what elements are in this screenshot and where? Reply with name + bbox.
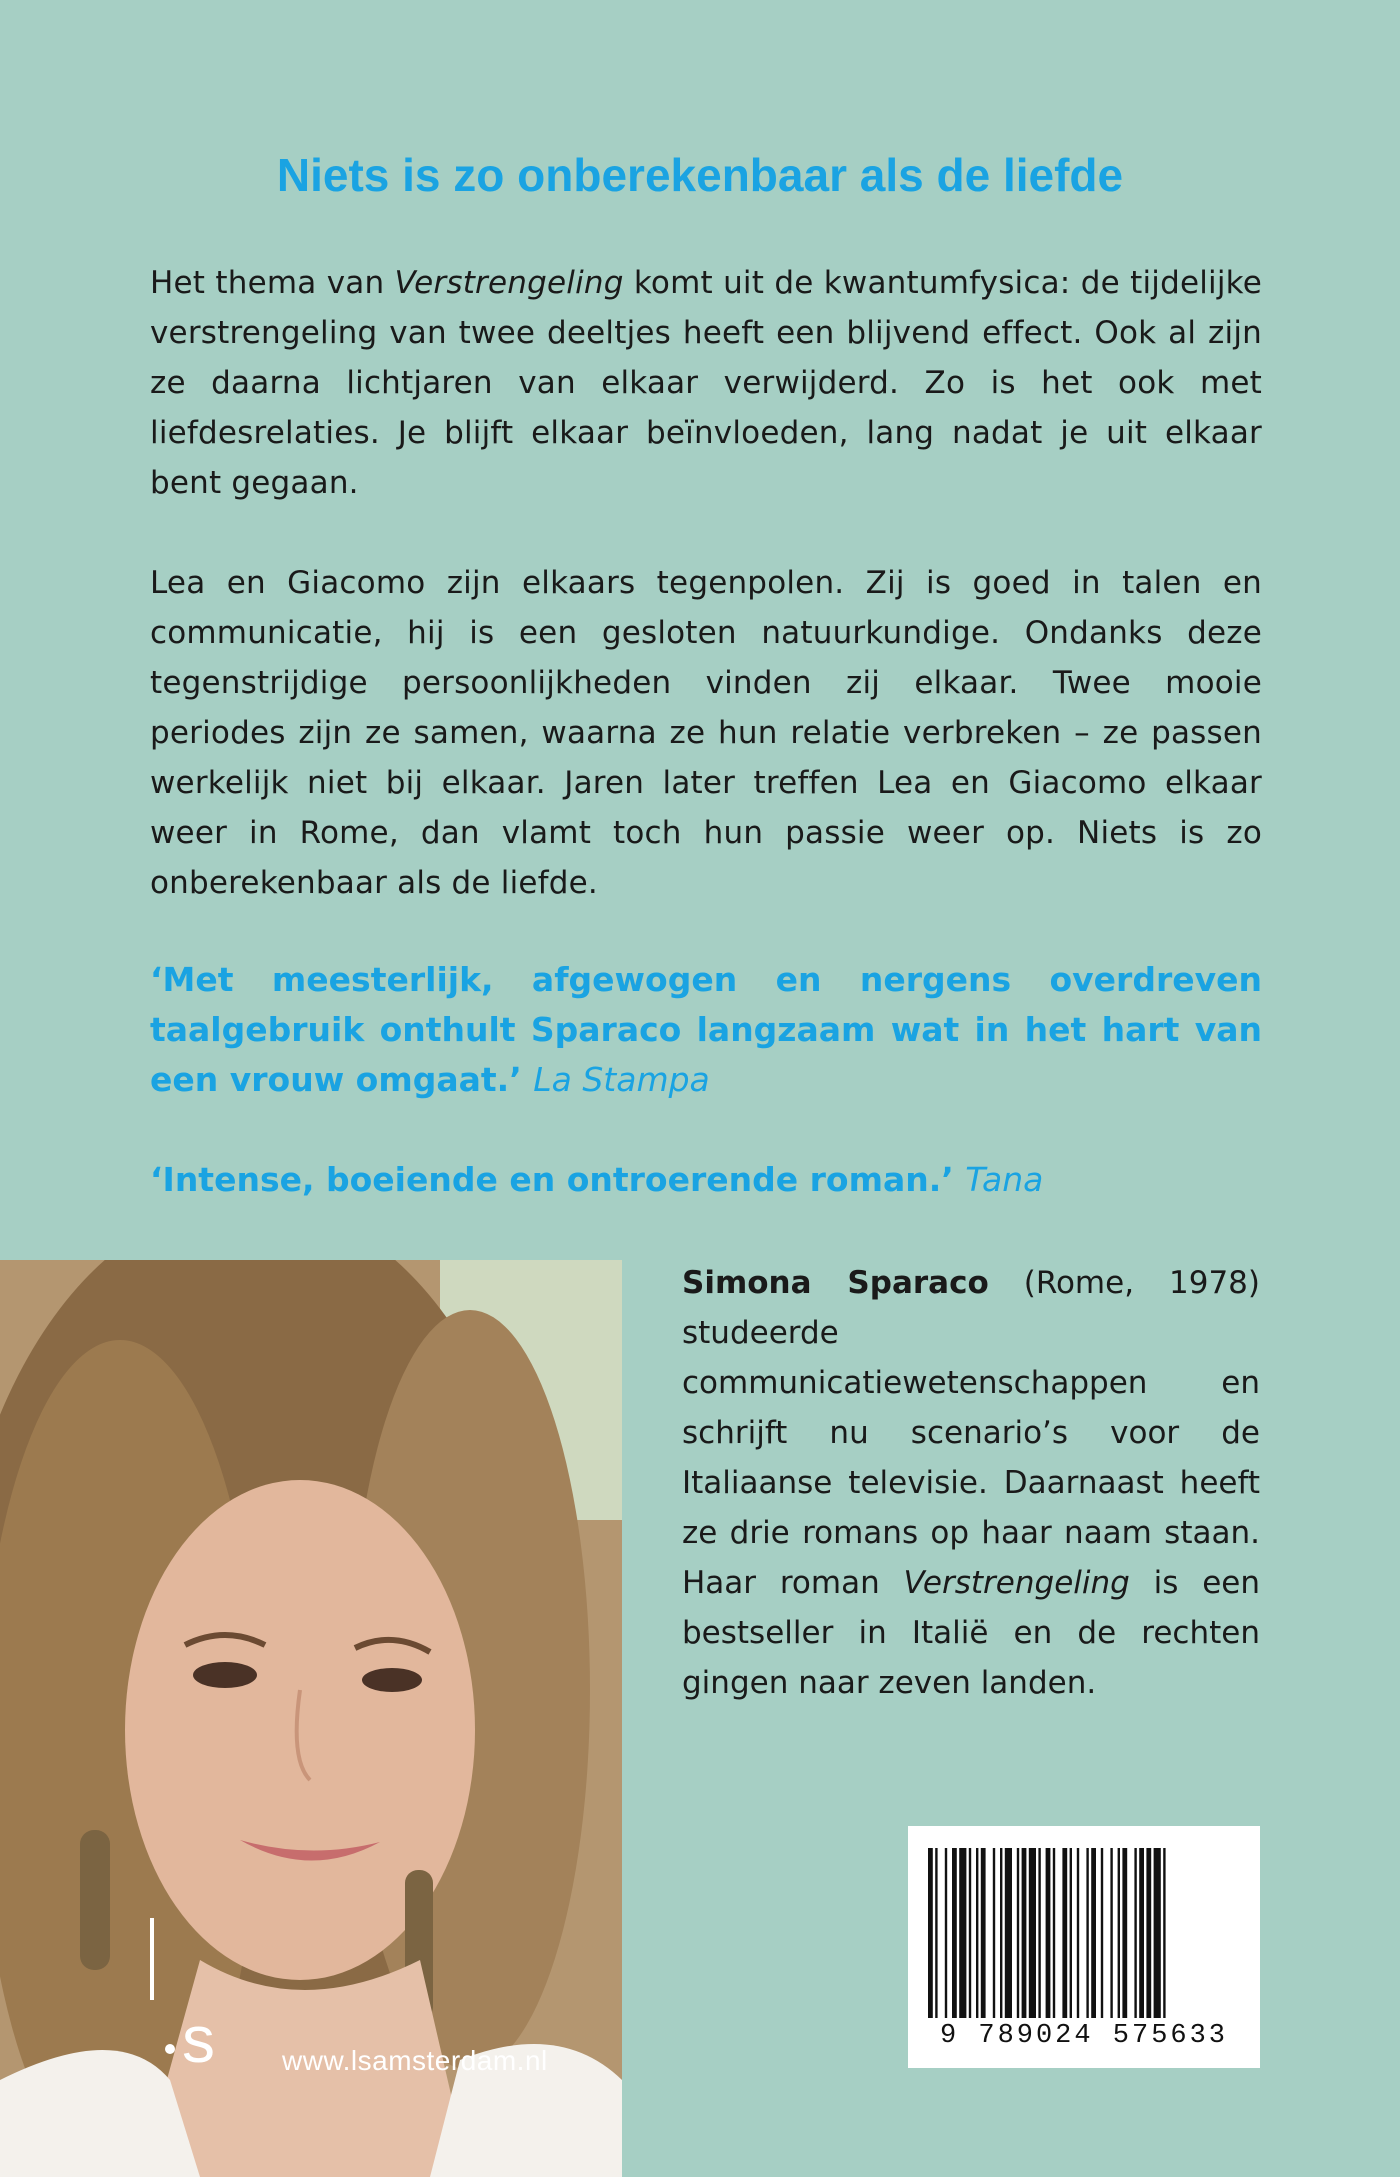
barcode-bar — [1118, 1848, 1120, 2018]
barcode-bar — [1029, 1848, 1036, 2018]
barcode-bar — [1053, 1848, 1055, 2018]
barcode-bar — [1017, 1848, 1019, 2018]
barcode-bar — [1101, 1848, 1103, 2018]
barcode — [908, 1826, 1260, 2068]
barcode-bar — [1022, 1848, 1027, 2018]
author-photo — [0, 1260, 622, 2177]
isbn-number: 9 789024 575633 — [939, 2021, 1229, 2051]
barcode-bar — [1070, 1848, 1072, 2018]
publisher-logo-dot — [165, 2044, 175, 2054]
review-quote-2 — [150, 1155, 1262, 1205]
quote-text: ‘Met meesterlijk, afgewogen en nergens overdreven taalgebruik onthult Sparaco langzaam wat in het hart van een vrouw omgaat.’ — [150, 960, 1262, 1099]
barcode-bar — [952, 1848, 957, 2018]
barcode-bar — [969, 1848, 971, 2018]
bio-text: is een bestseller in Italië en de rechten gingen naar zeven landen. — [682, 1565, 1260, 1701]
book-title: Verstrengeling — [903, 1565, 1130, 1601]
barcode-bar — [1086, 1848, 1088, 2018]
barcode-bar — [1077, 1848, 1079, 2018]
author-bio — [682, 1258, 1260, 1708]
barcode-bar — [1122, 1848, 1127, 2018]
barcode-bar — [1134, 1848, 1136, 2018]
blurb-text: komt uit de kwantumfysica: de tijdelijke verstrengeling van twee deeltjes heeft een blijvend effect. Ook al zijn ze daarna lichtjaren van elkaar verwijderd. Zo is het ook met liefdesrelaties. Je blijft elkaar beïnvloeden, lang nadat je uit elkaar bent gegaan. — [150, 265, 1262, 501]
bio-text: (Rome, 1978) studeerde communicatiewetenschappen en schrijft nu scenario’s voor de Italiaanse televisie. Daarnaast heeft ze drie romans op haar naam staan. Haar roman — [682, 1265, 1261, 1601]
barcode-bar — [1005, 1848, 1012, 2018]
barcode-bar — [1154, 1848, 1161, 2018]
barcode-bar — [1000, 1848, 1002, 2018]
barcode-bar — [928, 1848, 933, 2018]
barcode-bar — [959, 1848, 966, 2018]
headline: Niets is zo onberekenbaar als de liefde — [276, 149, 1124, 201]
author-name: Simona Sparaco — [682, 1265, 989, 1301]
publisher-logo-letter: s — [182, 2002, 215, 2076]
quote-source: Tana — [965, 1160, 1044, 1199]
barcode-bars — [926, 1848, 1242, 2018]
barcode-bar — [1046, 1848, 1051, 2018]
book-title: Verstrengeling — [394, 265, 624, 301]
barcode-bar — [976, 1848, 978, 2018]
barcode-bar — [1146, 1848, 1151, 2018]
blurb-text: Het thema van — [150, 265, 395, 301]
barcode-bar — [1038, 1848, 1040, 2018]
publisher-logo-bar — [150, 1918, 154, 2000]
barcode-bar — [981, 1848, 986, 2018]
review-quote-1 — [150, 955, 1262, 1105]
barcode-bar — [1163, 1848, 1165, 2018]
barcode-bar — [935, 1848, 937, 2018]
barcode-bar — [1110, 1848, 1112, 2018]
barcode-bar — [1091, 1848, 1096, 2018]
barcode-bar — [945, 1848, 947, 2018]
barcode-bar — [1062, 1848, 1067, 2018]
quote-source: La Stampa — [533, 1060, 710, 1099]
publisher-website[interactable]: www.lsamsterdam.nl — [282, 2045, 548, 2076]
barcode-bar — [993, 1848, 995, 2018]
barcode-bar — [1139, 1848, 1144, 2018]
quote-text: ‘Intense, boeiende en ontroerende roman.’ — [150, 1160, 966, 1199]
blurb-paragraph-2: Lea en Giacomo zijn elkaars tegenpolen. Zij is goed in talen en communicatie, hij is een gesloten natuurkundige. Ondanks deze tegenstrijdige persoonlijkheden vinden zij elkaar. Twee mooie periodes zijn ze samen, waarna ze hun relatie verbreken – ze passen werkelijk niet bij elkaar. Jaren later treffen Lea en Giacomo elkaar weer in Rome, dan vlamt toch hun passie weer op. Niets is zo onberekenbaar als de liefde. — [150, 565, 1262, 901]
blurb-paragraph-1 — [150, 258, 1262, 508]
